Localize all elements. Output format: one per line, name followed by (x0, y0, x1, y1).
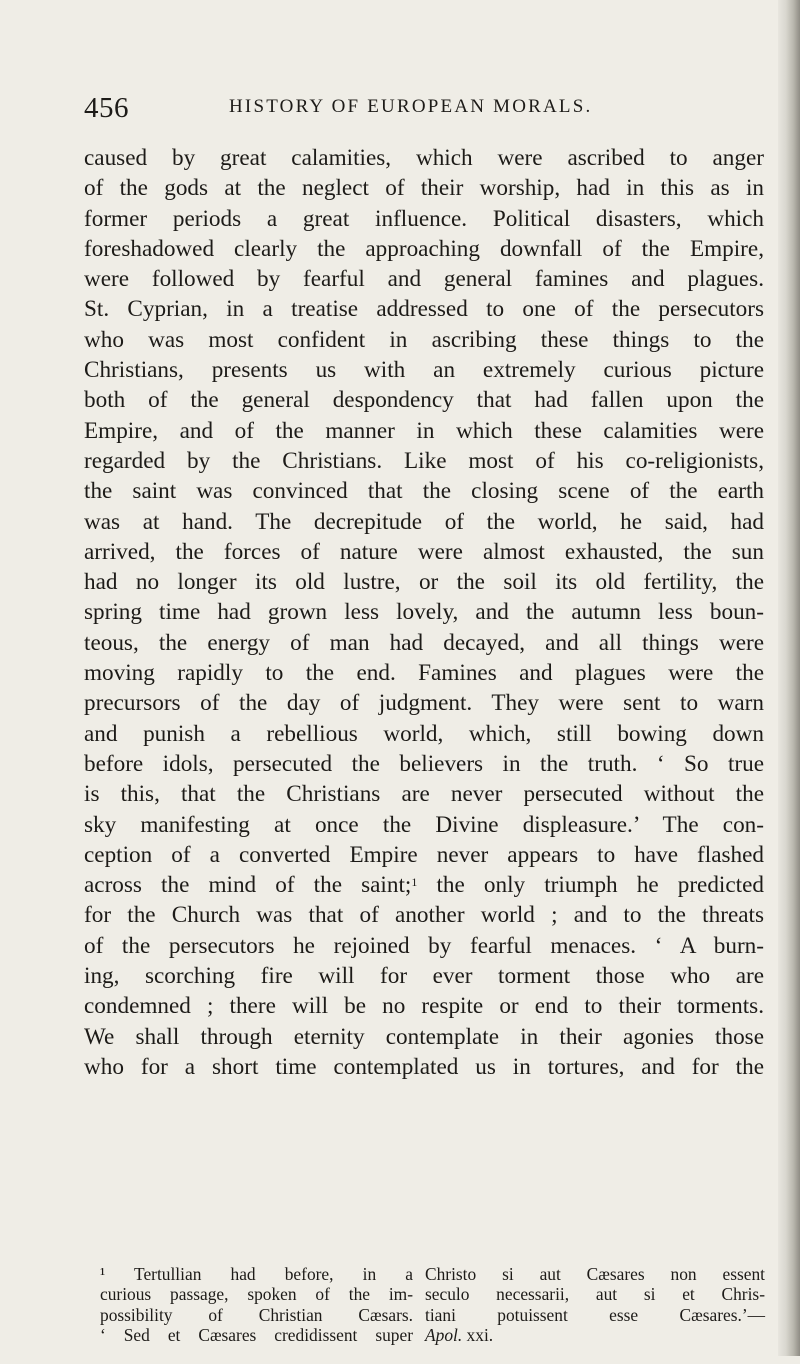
body-line: both of the general despondency that had fallen upon the (84, 387, 764, 414)
body-line: who was most confident in ascribing these things to the (84, 326, 764, 353)
body-line: precursors of the day of judgment. They were sent to warn (84, 690, 764, 717)
footnote-line (100, 1264, 413, 1284)
footnote-line: tiani potuissent esse Cæsares.’— (425, 1304, 765, 1325)
footnote-line: curious passage, spoken of the im- (100, 1284, 413, 1305)
footnote (100, 1264, 764, 1364)
body-line: spring time had grown less lovely, and the autumn less boun- (84, 599, 764, 626)
footnote-citation (425, 1325, 765, 1345)
footnote-column-left (100, 1264, 413, 1346)
page-header (84, 92, 734, 128)
body-line: was at hand. The decrepitude of the world, he said, had (84, 508, 764, 535)
body-line: of the persecutors he rejoined by fearful menaces. ‘ A burn- (84, 932, 764, 959)
body-line: arrived, the forces of nature were almost exhausted, the sun (84, 538, 764, 565)
body-line: were followed by fearful and general famines and plagues. (84, 266, 764, 293)
footnote-reference: 1 (411, 875, 418, 890)
body-line: sky manifesting at once the Divine displeasure.’ The con- (84, 811, 764, 838)
footnote-line: seculo necessarii, aut si et Chris- (425, 1284, 765, 1305)
footnote-marker: ¹ (100, 1264, 106, 1284)
body-line-part: across the mind of the saint; (84, 872, 412, 899)
body-line-part: the only triumph he predicted (417, 872, 764, 899)
body-line: teous, the energy of man had decayed, and all things were (84, 629, 764, 656)
body-line: Christians, presents us with an extremely curious picture (84, 357, 764, 384)
body-line: before idols, persecuted the believers in the truth. ‘ So true (84, 750, 764, 777)
body-line: for the Church was that of another world ; and to the threats (84, 902, 764, 929)
body-line: We shall through eternity contemplate in their agonies those (84, 1023, 764, 1050)
running-title: HISTORY OF EUROPEAN MORALS. (229, 96, 593, 117)
footnote-line: possibility of Christian Cæsars. (100, 1304, 413, 1325)
footnote-column-right (425, 1264, 765, 1346)
body-text (84, 143, 764, 1082)
body-line: former periods a great influence. Political disasters, which (84, 205, 764, 232)
body-line: ception of a converted Empire never appears to have flashed (84, 841, 764, 868)
body-line: Empire, and of the manner in which these calamities were (84, 417, 764, 444)
body-line: the saint was convinced that the closing scene of the earth (84, 478, 764, 505)
citation-title: Apol. (425, 1325, 463, 1346)
body-line: and punish a rebellious world, which, still bowing down (84, 720, 764, 747)
body-line: ing, scorching fire will for ever torment those who are (84, 963, 764, 990)
citation-section: xxi. (462, 1325, 494, 1346)
body-line: of the gods at the neglect of their worship, had in this as in (84, 175, 764, 202)
page-number: 456 (84, 92, 129, 124)
page-edge-shadow (778, 0, 800, 1356)
footnote-line-text: Tertullian had before, in a (134, 1264, 413, 1284)
body-line: moving rapidly to the end. Famines and plagues were the (84, 660, 764, 687)
footnote-line: Christo si aut Cæsares non essent (425, 1264, 765, 1284)
body-line: is this, that the Christians are never persecuted without the (84, 781, 764, 808)
body-line: St. Cyprian, in a treatise addressed to one of the persecutors (84, 296, 764, 323)
body-line: caused by great calamities, which were ascribed to anger (84, 145, 764, 171)
body-line: had no longer its old lustre, or the soil its old fertility, the (84, 569, 764, 596)
body-line-with-footnote (84, 870, 764, 900)
body-line: who for a short time contemplated us in tortures, and for the (84, 1053, 764, 1080)
body-line: foreshadowed clearly the approaching downfall of the Empire, (84, 235, 764, 262)
body-line: regarded by the Christians. Like most of his co-religionists, (84, 447, 764, 474)
body-line: condemned ; there will be no respite or end to their torments. (84, 993, 764, 1020)
footnote-line: ‘ Sed et Cæsares credidissent super (100, 1325, 413, 1346)
